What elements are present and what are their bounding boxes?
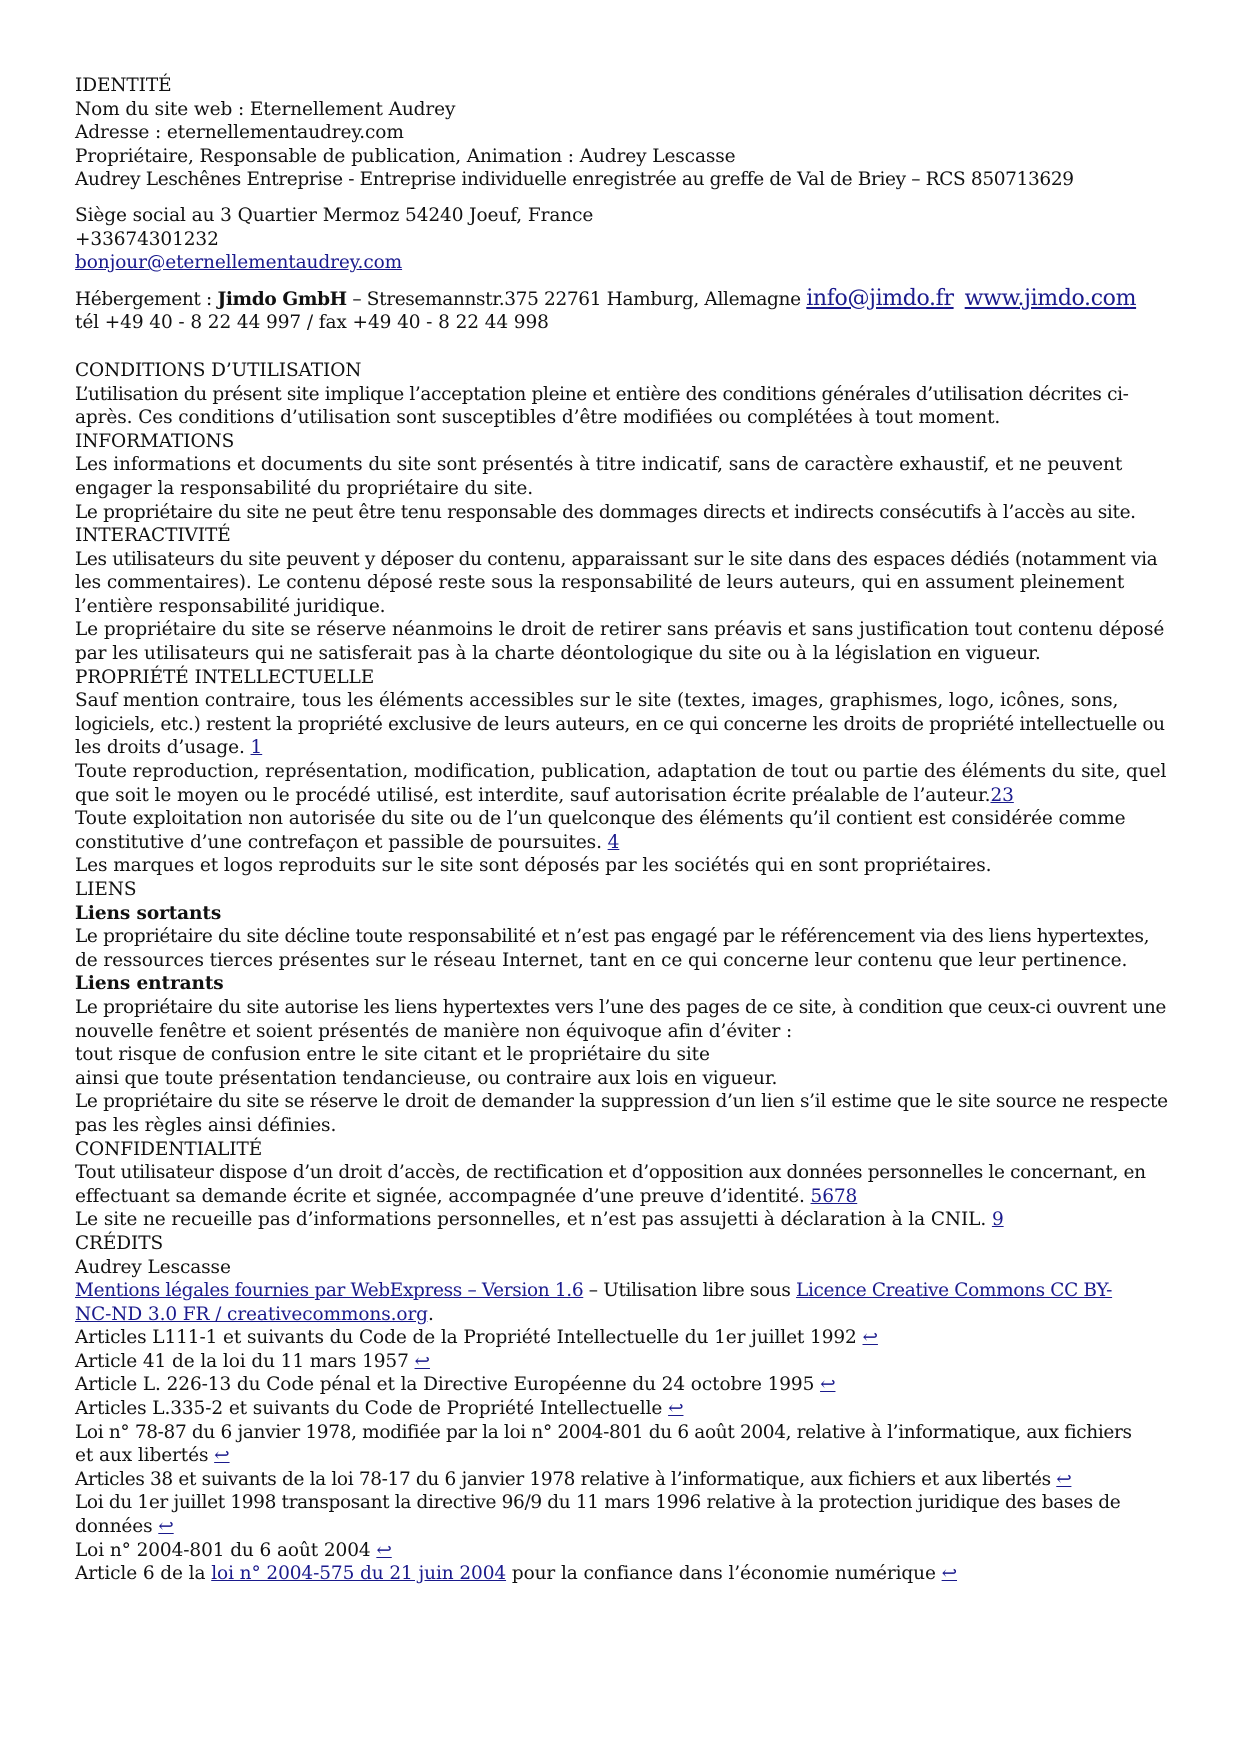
hosting-label: Hébergement : — [75, 288, 218, 310]
propriete-text-8: Les marques et logos reproduits sur le site sont déposés par les sociétés qui en sont propriétaires. — [75, 855, 992, 877]
footnote-ref-4[interactable]: 4 — [607, 831, 620, 853]
section-heading-credits: CRÉDITS — [75, 1232, 164, 1254]
propriete-text-7-line — [75, 831, 1175, 855]
company-registration: Audrey Leschênes Entreprise - Entreprise individuelle enregistrée au greffe de Val de Briey – RCS 850713629 — [75, 169, 1074, 191]
propriete-text-4: Toute reproduction, représentation, modification, publication, adaptation de tout ou partie des éléments du site, quel — [75, 761, 1167, 783]
informations-text-3: Le propriétaire du site ne peut être tenu responsable des dommages directs et indirects consécutifs à l’accès au site. — [75, 501, 1136, 523]
footnote-7-text: données — [75, 1516, 159, 1538]
back-arrow-icon[interactable]: ↩ — [414, 1350, 430, 1372]
propriete-text-5-line — [75, 784, 1175, 808]
footnote-1 — [75, 1326, 1175, 1350]
footnote-2 — [75, 1350, 1175, 1374]
propriete-text-7: constitutive d’une contrefaçon et passible de poursuites. — [75, 831, 608, 853]
license-link-part-1[interactable]: Licence Creative Commons CC BY- — [796, 1280, 1113, 1302]
back-arrow-icon[interactable]: ↩ — [376, 1539, 392, 1561]
liens-entrants-text-4: pas les règles ainsi définies. — [75, 1114, 337, 1136]
legal-notice-document — [75, 74, 1175, 1586]
credits-end: . — [427, 1303, 434, 1325]
footnote-9-suffix: pour la confiance dans l’économie numérique — [506, 1563, 942, 1585]
subheading-liens-sortants: Liens sortants — [75, 902, 222, 924]
subheading-liens-entrants: Liens entrants — [75, 973, 224, 995]
propriete-text-3: les droits d’usage. — [75, 737, 251, 759]
footnote-6 — [75, 1468, 1175, 1492]
conditions-text-2: après. Ces conditions d’utilisation sont susceptibles d’être modifiées ou complétées à tout moment. — [75, 407, 1001, 429]
footnote-8-text: Loi n° 2004-801 du 6 août 2004 — [75, 1539, 377, 1561]
liens-sortants-text-1: Le propriétaire du site décline toute responsabilité et n’est pas engagé par le référencement via des liens hypertextes, — [75, 926, 1150, 948]
footnote-5-text: et aux libertés — [75, 1445, 215, 1467]
site-owner: Propriétaire, Responsable de publication, Animation : Audrey Lescasse — [75, 145, 736, 167]
section-heading-propriete: PROPRIÉTÉ INTELLECTUELLE — [75, 666, 375, 688]
propriete-text-1: Sauf mention contraire, tous les éléments accessibles sur le site (textes, images, graphismes, logo, icônes, sons, — [75, 690, 1119, 712]
hosting-phones: tél +49 40 - 8 22 44 997 / fax +49 40 - 8 22 44 998 — [75, 312, 549, 334]
interactivite-text-4: Le propriétaire du site se réserve néanmoins le droit de retirer sans préavis et sans justification tout contenu déposé — [75, 619, 1165, 641]
confidentialite-text-1: Tout utilisateur dispose d’un droit d’accès, de rectification et d’opposition aux données personnelles le concernant, en — [75, 1162, 1146, 1184]
informations-text-1: Les informations et documents du site sont présentés à titre indicatif, sans de caractère exhaustif, et ne peuvent — [75, 454, 1123, 476]
section-heading-identite: IDENTITÉ — [75, 75, 172, 96]
informations-text-2: engager la responsabilité du propriétaire du site. — [75, 477, 534, 499]
credits-author: Audrey Lescasse — [75, 1256, 231, 1278]
footnote-ref-23[interactable]: 23 — [990, 784, 1014, 806]
section-heading-informations: INFORMATIONS — [75, 430, 235, 452]
footnote-ref-1[interactable]: 1 — [250, 737, 263, 759]
footnote-5-line-1: Loi n° 78-87 du 6 janvier 1978, modifiée par la loi n° 2004-801 du 6 août 2004, relative à l’informatique, aux fichiers — [75, 1421, 1132, 1443]
propriete-text-3-line — [75, 736, 1175, 760]
liens-entrants-text-1: Le propriétaire du site autorise les liens hypertextes vers l’une des pages de ce site, à condition que ceux-ci ouvrent une — [75, 996, 1166, 1018]
liens-entrants-text-2: nouvelle fenêtre et soient présentés de manière non équivoque afin d’éviter : — [75, 1020, 793, 1042]
interactivite-text-5: par les utilisateurs qui ne satisferait pas à la charte déontologique du site ou à la législation en vigueur. — [75, 643, 1041, 665]
footnote-3 — [75, 1373, 1175, 1397]
propriete-text-5: que soit le moyen ou le procédé utilisé, est interdite, sauf autorisation écrite préalable de l’auteur. — [75, 784, 991, 806]
credits-usage-text: – Utilisation libre sous — [583, 1280, 797, 1302]
back-arrow-icon[interactable]: ↩ — [1056, 1468, 1072, 1490]
conditions-text-1: L’utilisation du présent site implique l’acceptation pleine et entière des conditions générales d’utilisation décrites ci- — [75, 383, 1129, 405]
footnote-9 — [75, 1562, 1175, 1586]
contact-email-link[interactable]: bonjour@eternellementaudrey.com — [75, 252, 403, 274]
section-heading-confidentialite: CONFIDENTIALITÉ — [75, 1138, 263, 1160]
confidentialite-text-2-line — [75, 1185, 1175, 1209]
section-heading-conditions: CONDITIONS D’UTILISATION — [75, 359, 362, 381]
section-heading-liens: LIENS — [75, 879, 137, 900]
propriete-text-2: logiciels, etc.) restent la propriété exclusive de leurs auteurs, en ce qui concerne les droits de propriété intellectuelle ou — [75, 713, 1165, 735]
liens-entrants-text-3: Le propriétaire du site se réserve le droit de demander la suppression d’un lien s’il estime que le site source ne respecte — [75, 1091, 1168, 1113]
footnote-6-text: Articles 38 et suivants de la loi 78-17 du 6 janvier 1978 relative à l’informatique, aux fichiers et aux libertés — [75, 1468, 1057, 1490]
site-address: Adresse : eternellementaudrey.com — [75, 122, 404, 144]
spacer — [75, 192, 1175, 204]
head-office: Siège social au 3 Quartier Mermoz 54240 Joeuf, France — [75, 204, 594, 226]
footnote-3-text: Article L. 226-13 du Code pénal et la Directive Européenne du 24 octobre 1995 — [75, 1374, 821, 1396]
confidentialite-text-2: effectuant sa demande écrite et signée, accompagnée d’une preuve d’identité. — [75, 1185, 811, 1207]
back-arrow-icon[interactable]: ↩ — [214, 1445, 230, 1467]
hosting-company: Jimdo GmbH — [217, 288, 347, 310]
credits-line-2 — [75, 1303, 1175, 1327]
footnote-2-text: Article 41 de la loi du 11 mars 1957 — [75, 1350, 415, 1372]
law-2004-575-link[interactable]: loi n° 2004-575 du 21 juin 2004 — [211, 1563, 507, 1585]
footnote-1-text: Articles L111-1 et suivants du Code de la Propriété Intellectuelle du 1er juillet 1992 — [75, 1327, 863, 1349]
hosting-address: – Stresemannstr.375 22761 Hamburg, Allemagne — [346, 288, 807, 310]
footnote-7-line-1: Loi du 1er juillet 1998 transposant la directive 96/9 du 11 mars 1996 relative à la protection juridique des bases de — [75, 1492, 1121, 1514]
phone-number: +33674301232 — [75, 228, 219, 250]
webexpress-link[interactable]: Mentions légales fournies par WebExpress – Version 1.6 — [75, 1280, 584, 1302]
back-arrow-icon[interactable]: ↩ — [158, 1516, 174, 1538]
footnote-9-prefix: Article 6 de la — [75, 1563, 212, 1585]
propriete-text-6: Toute exploitation non autorisée du site ou de l’un quelconque des éléments qu’il contient est considérée comme — [75, 808, 1126, 830]
spacer — [75, 335, 1175, 359]
credits-line-1 — [75, 1279, 1175, 1303]
liens-sortants-text-2: de ressources tierces présentes sur le réseau Internet, tant en ce qui concerne leur contenu que leur pertinence. — [75, 949, 1128, 971]
liens-entrants-item-1: tout risque de confusion entre le site citant et le propriétaire du site — [75, 1044, 710, 1066]
liens-entrants-item-2: ainsi que toute présentation tendancieuse, ou contraire aux lois en vigueur. — [75, 1067, 778, 1089]
footnote-ref-5678[interactable]: 5678 — [810, 1185, 858, 1207]
interactivite-text-2: les commentaires). Le contenu déposé reste sous la responsabilité de leurs auteurs, qui en assument pleinement — [75, 572, 1125, 594]
confidentialite-text-3: Le site ne recueille pas d’informations personnelles, et n’est pas assujetti à déclaration à la CNIL. — [75, 1209, 992, 1231]
site-name: Nom du site web : Eternellement Audrey — [75, 98, 456, 120]
footnote-7-line-2 — [75, 1515, 1175, 1539]
license-link-part-2[interactable]: NC-ND 3.0 FR / creativecommons.org — [75, 1303, 428, 1325]
footnote-8 — [75, 1539, 1175, 1563]
hosting-email-link[interactable]: info@jimdo.fr — [806, 285, 954, 311]
back-arrow-icon[interactable]: ↩ — [941, 1563, 958, 1585]
hosting-line — [75, 287, 1175, 312]
footnote-4-text: Articles L.335-2 et suivants du Code de Propriété Intellectuelle — [75, 1398, 669, 1420]
footnote-4 — [75, 1397, 1175, 1421]
interactivite-text-1: Les utilisateurs du site peuvent y déposer du contenu, apparaissant sur le site dans des espaces dédiés (notamment via — [75, 548, 1158, 570]
back-arrow-icon[interactable]: ↩ — [820, 1374, 836, 1396]
section-heading-interactivite: INTERACTIVITÉ — [75, 525, 231, 547]
back-arrow-icon[interactable]: ↩ — [668, 1398, 684, 1420]
footnote-ref-9[interactable]: 9 — [991, 1209, 1004, 1231]
back-arrow-icon[interactable]: ↩ — [862, 1327, 878, 1349]
interactivite-text-3: l’entière responsabilité juridique. — [75, 595, 386, 617]
confidentialite-text-3-line — [75, 1208, 1175, 1232]
hosting-website-link[interactable]: www.jimdo.com — [964, 285, 1137, 311]
footnote-5-line-2 — [75, 1444, 1175, 1468]
